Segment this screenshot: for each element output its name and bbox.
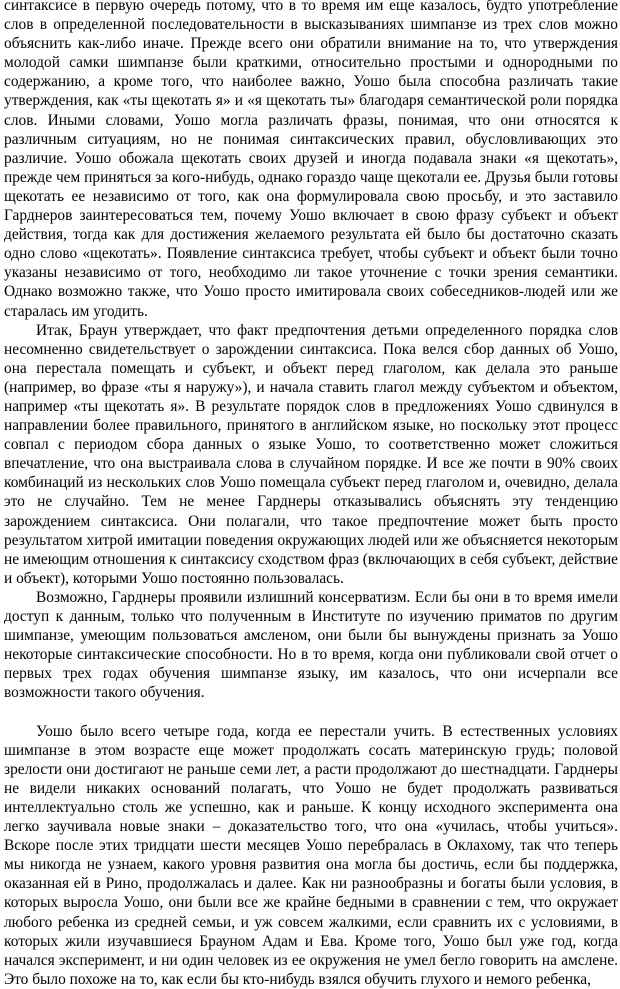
paragraph-spacer [4, 702, 618, 721]
paragraph-1: синтаксисе в первую очередь потому, что в то время им еще казалось, будто употребление слов в определенной последовательности в высказываниях шимпанзе из трех слов можно объяснить как-либо иначе. Прежде всего они обратили внимание на то, что утверждения молодой самки шимпанзе были краткими, относительно простыми и однородными по содержанию, а кроме того, что наиболее важно, Уошо была способна различать такие утверждения, как «ты щекотать я» и «я щекотать ты» благодаря семантической роли порядка слов. Иными словами, Уошо могла различать фразы, понимая, что они относятся к различным ситуациям, но не понимая синтаксических правил, обусловливающих это различие. Уошо обожала щекотать своих друзей и иногда подавала знаки «я щекотать», прежде чем приняться за кого-нибудь, однако гораздо чаще щекотали ее. Друзья были готовы щекотать ее независимо от того, как она формулировала свою просьбу, и это заставило Гарднеров заинтересоваться тем, почему Уошо включает в свою фразу субъект и объект действия, тогда как для достижения желаемого результата ей было бы достаточно сказать одно слово «щекотать». Появление синтаксиса требует, чтобы субъект и объект были точно указаны независимо от того, необходимо ли такое уточнение с точки зрения семантики. Однако возможно также, что Уошо просто имитировала своих собеседников-людей или же старалась им угодить. [4, 0, 618, 320]
paragraph-2: Итак, Браун утверждает, что факт предпочтения детьми определенного порядка слов несомненно свидетельствует о зарождении синтаксиса. Пока велся сбор данных об Уошо, она перестала помещать и субъект, и объект перед глаголом, как делала это раньше (например, во фразе «ты я наружу»), и начала ставить глагол между субъектом и объектом, например «ты щекотать я». В результате порядок слов в предложениях Уошо сдвинулся в направлении более правильного, принятого в английском языке, но поскольку этот процесс совпал с периодом сбора данных о языке Уошо, то соответственно может сложиться впечатление, что она выстраивала слова в случайном порядке. И все же почти в 90% своих комбинаций из нескольких слов Уошо помещала субъект перед глаголом и, очевидно, делала это не случайно. Тем не менее Гарднеры отказывались объяснять эту тенденцию зарождением синтаксиса. Они полагали, что такое предпочтение может быть просто результатом хитрой имитации поведения окружающих людей или же объясняется некоторым не имеющим отношения к синтаксису сходством фраз (включающих в себя субъект, действие и объект), которыми Уошо постоянно пользовалась. [4, 321, 618, 587]
document-page [4, 0, 618, 989]
paragraph-3: Возможно, Гарднеры проявили излишний консерватизм. Если бы они в то время имели доступ к данным, только что полученным в Институте по изучению приматов по другим шимпанзе, умеющим пользоваться амсленом, они были бы вынуждены признать за Уошо некоторые синтаксические способности. Но в то время, когда они публиковали свой отчет о первых трех годах обучения шимпанзе языку, им казалось, что они исчерпали все возможности такого обучения. [4, 588, 618, 702]
paragraph-4: Уошо было всего четыре года, когда ее перестали учить. В естественных условиях шимпанзе в этом возрасте еще может продолжать сосать материнскую грудь; половой зрелости они достигают не раньше семи лет, а расти продолжают до шестнадцати. Гарднеры не видели никаких оснований полагать, что Уошо не будет продолжать развиваться интеллектуально столь же успешно, как и раньше. К концу исходного эксперимента она легко заучивала новые знаки – доказательство того, что она «училась, чтобы учиться». Вскоре после этих тридцати шести месяцев Уошо перебралась в Оклахому, так что теперь мы никогда не узнаем, какого уровня развития она могла бы достичь, если бы поддержка, оказанная ей в Рино, продолжалась и далее. Как ни разнообразны и богаты были условия, в которых выросла Уошо, они были все же крайне бедными в сравнении с тем, что окружает любого ребенка из средней семьи, и уж совсем жалкими, если сравнить их с условиями, в которых жили изучавшиеся Брауном Адам и Ева. Кроме того, Уошо был уже год, когда начался эксперимент, и ни один человек из ее окружения не умел бегло говорить на амслене. Это было похоже на то, как если бы кто-нибудь взялся обучить глухого и немого ребенка, [4, 722, 618, 988]
